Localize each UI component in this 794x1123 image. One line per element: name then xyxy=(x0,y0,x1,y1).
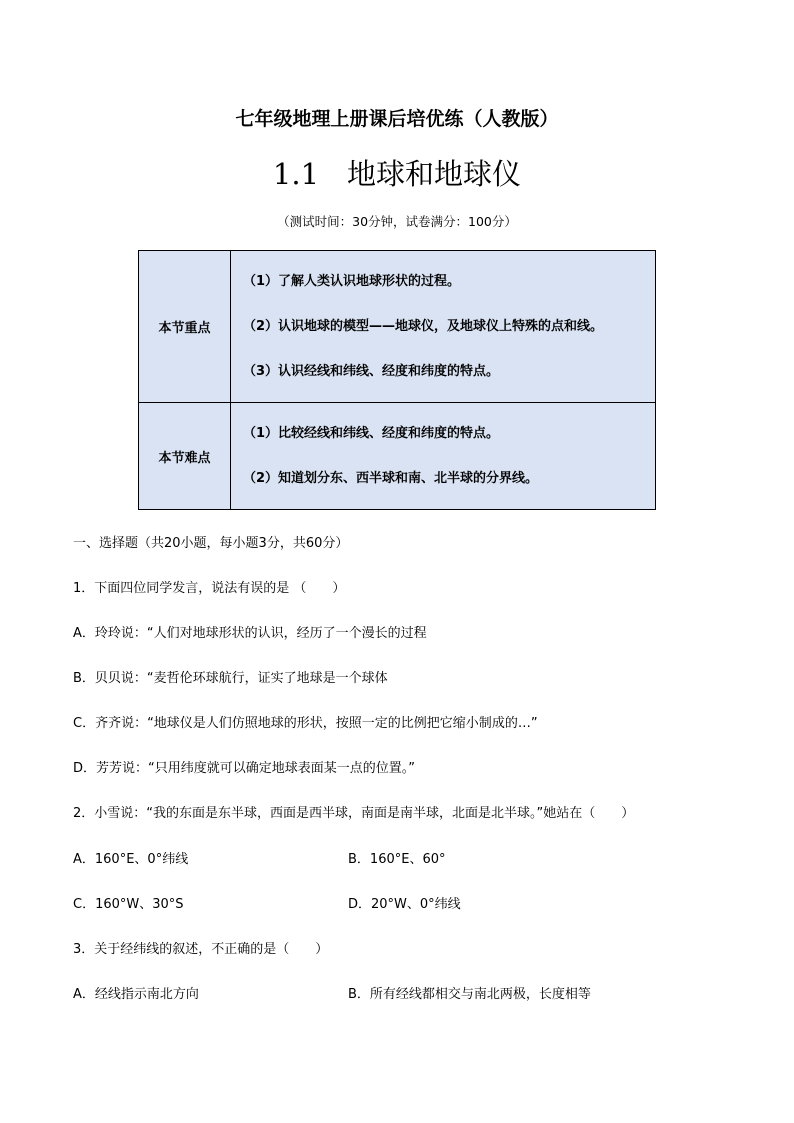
difficult-point-item: （1）比较经线和纬线、经度和纬度的特点。 xyxy=(243,426,500,441)
question-1-option-b: B．贝贝说：“麦哲伦环球航行，证实了地球是一个球体 xyxy=(73,671,388,686)
lesson-number: 1.1 xyxy=(272,157,320,191)
difficult-points-label: 本节难点 xyxy=(139,403,231,510)
lesson-name: 地球和地球仪 xyxy=(347,157,522,191)
key-point-item: （1）了解人类认识地球形状的过程。 xyxy=(243,274,461,289)
test-meta: （测试时间：30分钟，试卷满分：100分） xyxy=(277,214,517,229)
key-points-cell xyxy=(231,251,656,403)
question-1-option-d: D．芳芳说：“只用纬度就可以确定地球表面某一点的位置。” xyxy=(73,761,415,776)
question-1-stem: 1．下面四位同学发言，说法有误的是 （ ） xyxy=(73,581,346,596)
document-header-title: 七年级地理上册课后培优练（人教版） xyxy=(235,108,559,130)
question-2-stem: 2．小雪说：“我的东面是东半球，西面是西半球，南面是南半球，北面是北半球。”她站在（ ） xyxy=(73,806,635,821)
question-2-option-d: D．20°W、0°纬线 xyxy=(348,897,461,912)
difficult-points-row xyxy=(139,403,656,510)
lesson-title xyxy=(0,152,794,193)
question-2-option-a: A．160°E、0°纬线 xyxy=(73,852,189,867)
difficult-points-cell xyxy=(231,403,656,510)
section-heading: 一、选择题（共20小题，每小题3分，共60分） xyxy=(73,536,349,551)
question-2-option-b: B．160°E、60° xyxy=(348,852,446,867)
question-3-option-b: B．所有经线都相交与南北两极，长度相等 xyxy=(348,987,591,1002)
question-3-option-a: A．经线指示南北方向 xyxy=(73,987,199,1002)
question-2-option-c: C．160°W、30°S xyxy=(73,897,184,912)
difficult-point-item: （2）知道划分东、西半球和南、北半球的分界线。 xyxy=(243,471,539,486)
key-point-item: （3）认识经线和纬线、经度和纬度的特点。 xyxy=(243,364,500,379)
key-points-row xyxy=(139,251,656,403)
key-points-label: 本节重点 xyxy=(139,251,231,403)
keypoints-table xyxy=(138,250,656,510)
key-point-item: （2）认识地球的模型——地球仪，及地球仪上特殊的点和线。 xyxy=(243,319,604,334)
question-3-stem: 3．关于经纬线的叙述，不正确的是（ ） xyxy=(73,942,329,957)
question-1-option-c: C．齐齐说：“地球仪是人们仿照地球的形状，按照一定的比例把它缩小制成的…” xyxy=(73,716,538,731)
question-1-option-a: A．玲玲说：“人们对地球形状的认识，经历了一个漫长的过程 xyxy=(73,626,427,641)
